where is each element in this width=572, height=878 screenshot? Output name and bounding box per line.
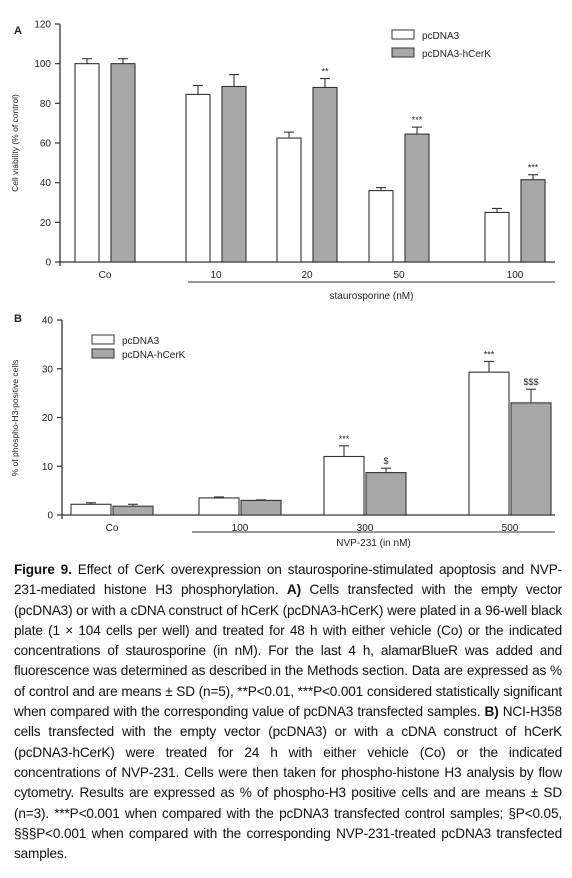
panel-b-significance-mark: $ xyxy=(383,456,389,467)
panel-b-bar xyxy=(113,506,153,515)
panel-a-y-axis-label: Cell viability (% of control) xyxy=(10,94,20,192)
panel-a-y-tick-label: 40 xyxy=(39,178,51,190)
figure-caption xyxy=(14,560,562,864)
caption-b-label: B) xyxy=(484,704,499,720)
panel-b-x-axis-label: NVP-231 (in nM) xyxy=(336,538,411,549)
panel-a-bar xyxy=(111,64,135,262)
panel-b-label: B xyxy=(14,313,22,325)
panel-a-category-label: 20 xyxy=(301,270,313,281)
panel-a-significance-mark: ** xyxy=(321,66,329,77)
panel-b-bar xyxy=(324,457,364,516)
panel-a-chart xyxy=(10,20,555,303)
panel-b-significance-mark: $$$ xyxy=(523,377,539,388)
panel-a-x-axis-label: staurosporine (nM) xyxy=(329,291,414,302)
panel-b-significance-mark: *** xyxy=(483,349,495,360)
panel-a-bar xyxy=(222,86,246,262)
panel-a-bar xyxy=(521,180,545,262)
panel-a-bar xyxy=(277,138,301,262)
panel-a-legend-swatch xyxy=(392,30,414,39)
panel-a-category-label: Co xyxy=(98,270,112,281)
panel-a-y-tick-label: 0 xyxy=(45,257,51,269)
panel-a-label: A xyxy=(14,25,22,37)
panel-a-significance-mark: *** xyxy=(411,115,423,126)
panel-b-chart xyxy=(10,313,555,549)
panel-b-y-tick-label: 0 xyxy=(47,510,53,522)
panel-b-category-label: Co xyxy=(105,523,119,534)
panel-a-significance-mark: *** xyxy=(527,162,539,173)
panel-a-y-tick-label: 100 xyxy=(34,59,51,71)
panel-b-legend-label: pcDNA-hCerK xyxy=(122,350,186,361)
panel-b-bar xyxy=(241,500,281,515)
panel-b-category-label: 300 xyxy=(356,523,374,534)
caption-a-label: A) xyxy=(286,582,301,598)
panel-a-bar xyxy=(75,64,99,262)
panel-a-category-label: 50 xyxy=(393,270,405,281)
panel-b-legend-label: pcDNA3 xyxy=(122,336,160,347)
caption-a-text: Cells transfected with the empty vector (pcDNA3) or with a cDNA construct of hCerK (pcDNA3-hCerK) were plated in a 96-well black plate (1 × 104 cells per well) and treated for 48 h with either vehicle (Co) or the indicated concentrations of staurosporine (in nM). For the last 4 h, alamarBlueR was added and fluorescence was determined as described in the Methods section. Data are expressed as % of control and are means ± SD (n=5), **P<0.01, ***P<0.001 considered statistically significant when compared with the corresponding value of pcDNA3 transfected samples. xyxy=(14,582,562,720)
panel-a-category-label: 10 xyxy=(210,270,222,281)
panel-a-bar xyxy=(405,134,429,262)
panel-a-bar xyxy=(485,212,509,262)
panel-b-bar xyxy=(71,504,111,515)
panel-b-y-axis-label: % of phospho-H3-positive cells xyxy=(10,359,20,477)
panel-b-bar xyxy=(469,372,509,515)
panel-b-category-label: 100 xyxy=(231,523,249,534)
caption-intro: Effect of CerK overexpression on staurosporine-stimulated apoptosis and NVP-231-mediated histone H3 phosphorylation. xyxy=(14,562,562,598)
panel-b-y-tick-label: 10 xyxy=(41,461,53,473)
panel-b-category-label: 500 xyxy=(501,523,519,534)
panel-b-bar xyxy=(199,498,239,515)
panel-a-y-tick-label: 80 xyxy=(39,98,51,110)
panel-b-bar xyxy=(366,473,406,515)
panel-a-y-tick-label: 20 xyxy=(39,217,51,229)
panel-b-legend-swatch xyxy=(92,335,114,344)
panel-a-legend-swatch xyxy=(392,48,414,57)
panel-a-legend-label: pcDNA3 xyxy=(422,31,460,42)
caption-figure-label: Figure 9. xyxy=(14,562,72,577)
panel-a-legend-label: pcDNA3-hCerK xyxy=(422,49,491,60)
panel-b-significance-mark: *** xyxy=(338,433,350,444)
panel-a-bar xyxy=(369,191,393,262)
panel-a-category-label: 100 xyxy=(506,270,524,281)
panel-b-y-tick-label: 20 xyxy=(41,413,53,424)
panel-a-bar xyxy=(186,94,210,262)
panel-b-y-tick-label: 30 xyxy=(41,364,53,376)
panel-a-y-tick-label: 60 xyxy=(39,138,51,150)
panel-b-legend-swatch xyxy=(92,349,114,358)
panel-a-bar xyxy=(313,87,337,262)
panel-b-y-tick-label: 40 xyxy=(41,315,53,327)
panel-b-bar xyxy=(511,403,551,515)
panel-a-y-tick-label: 120 xyxy=(34,19,51,31)
caption-b-text: NCI-H358 cells transfected with the empty vector (pcDNA3) or with a cDNA construct of hCerK (pcDNA3-hCerK) were treated for 24 h with either vehicle (Co) or the indicated concentrations of NVP-231. Cells were then taken for phospho-histone H3 analysis by flow cytometry. Results are expressed as % of phospho-H3 positive cells and are means ± SD (n=3). ***P<0.001 when compared with the pcDNA3 transfected control samples; §P<0.05, §§§P<0.001 when compared with the corresponding NVP-231-treated pcDNA3 transfected samples. xyxy=(14,704,562,862)
